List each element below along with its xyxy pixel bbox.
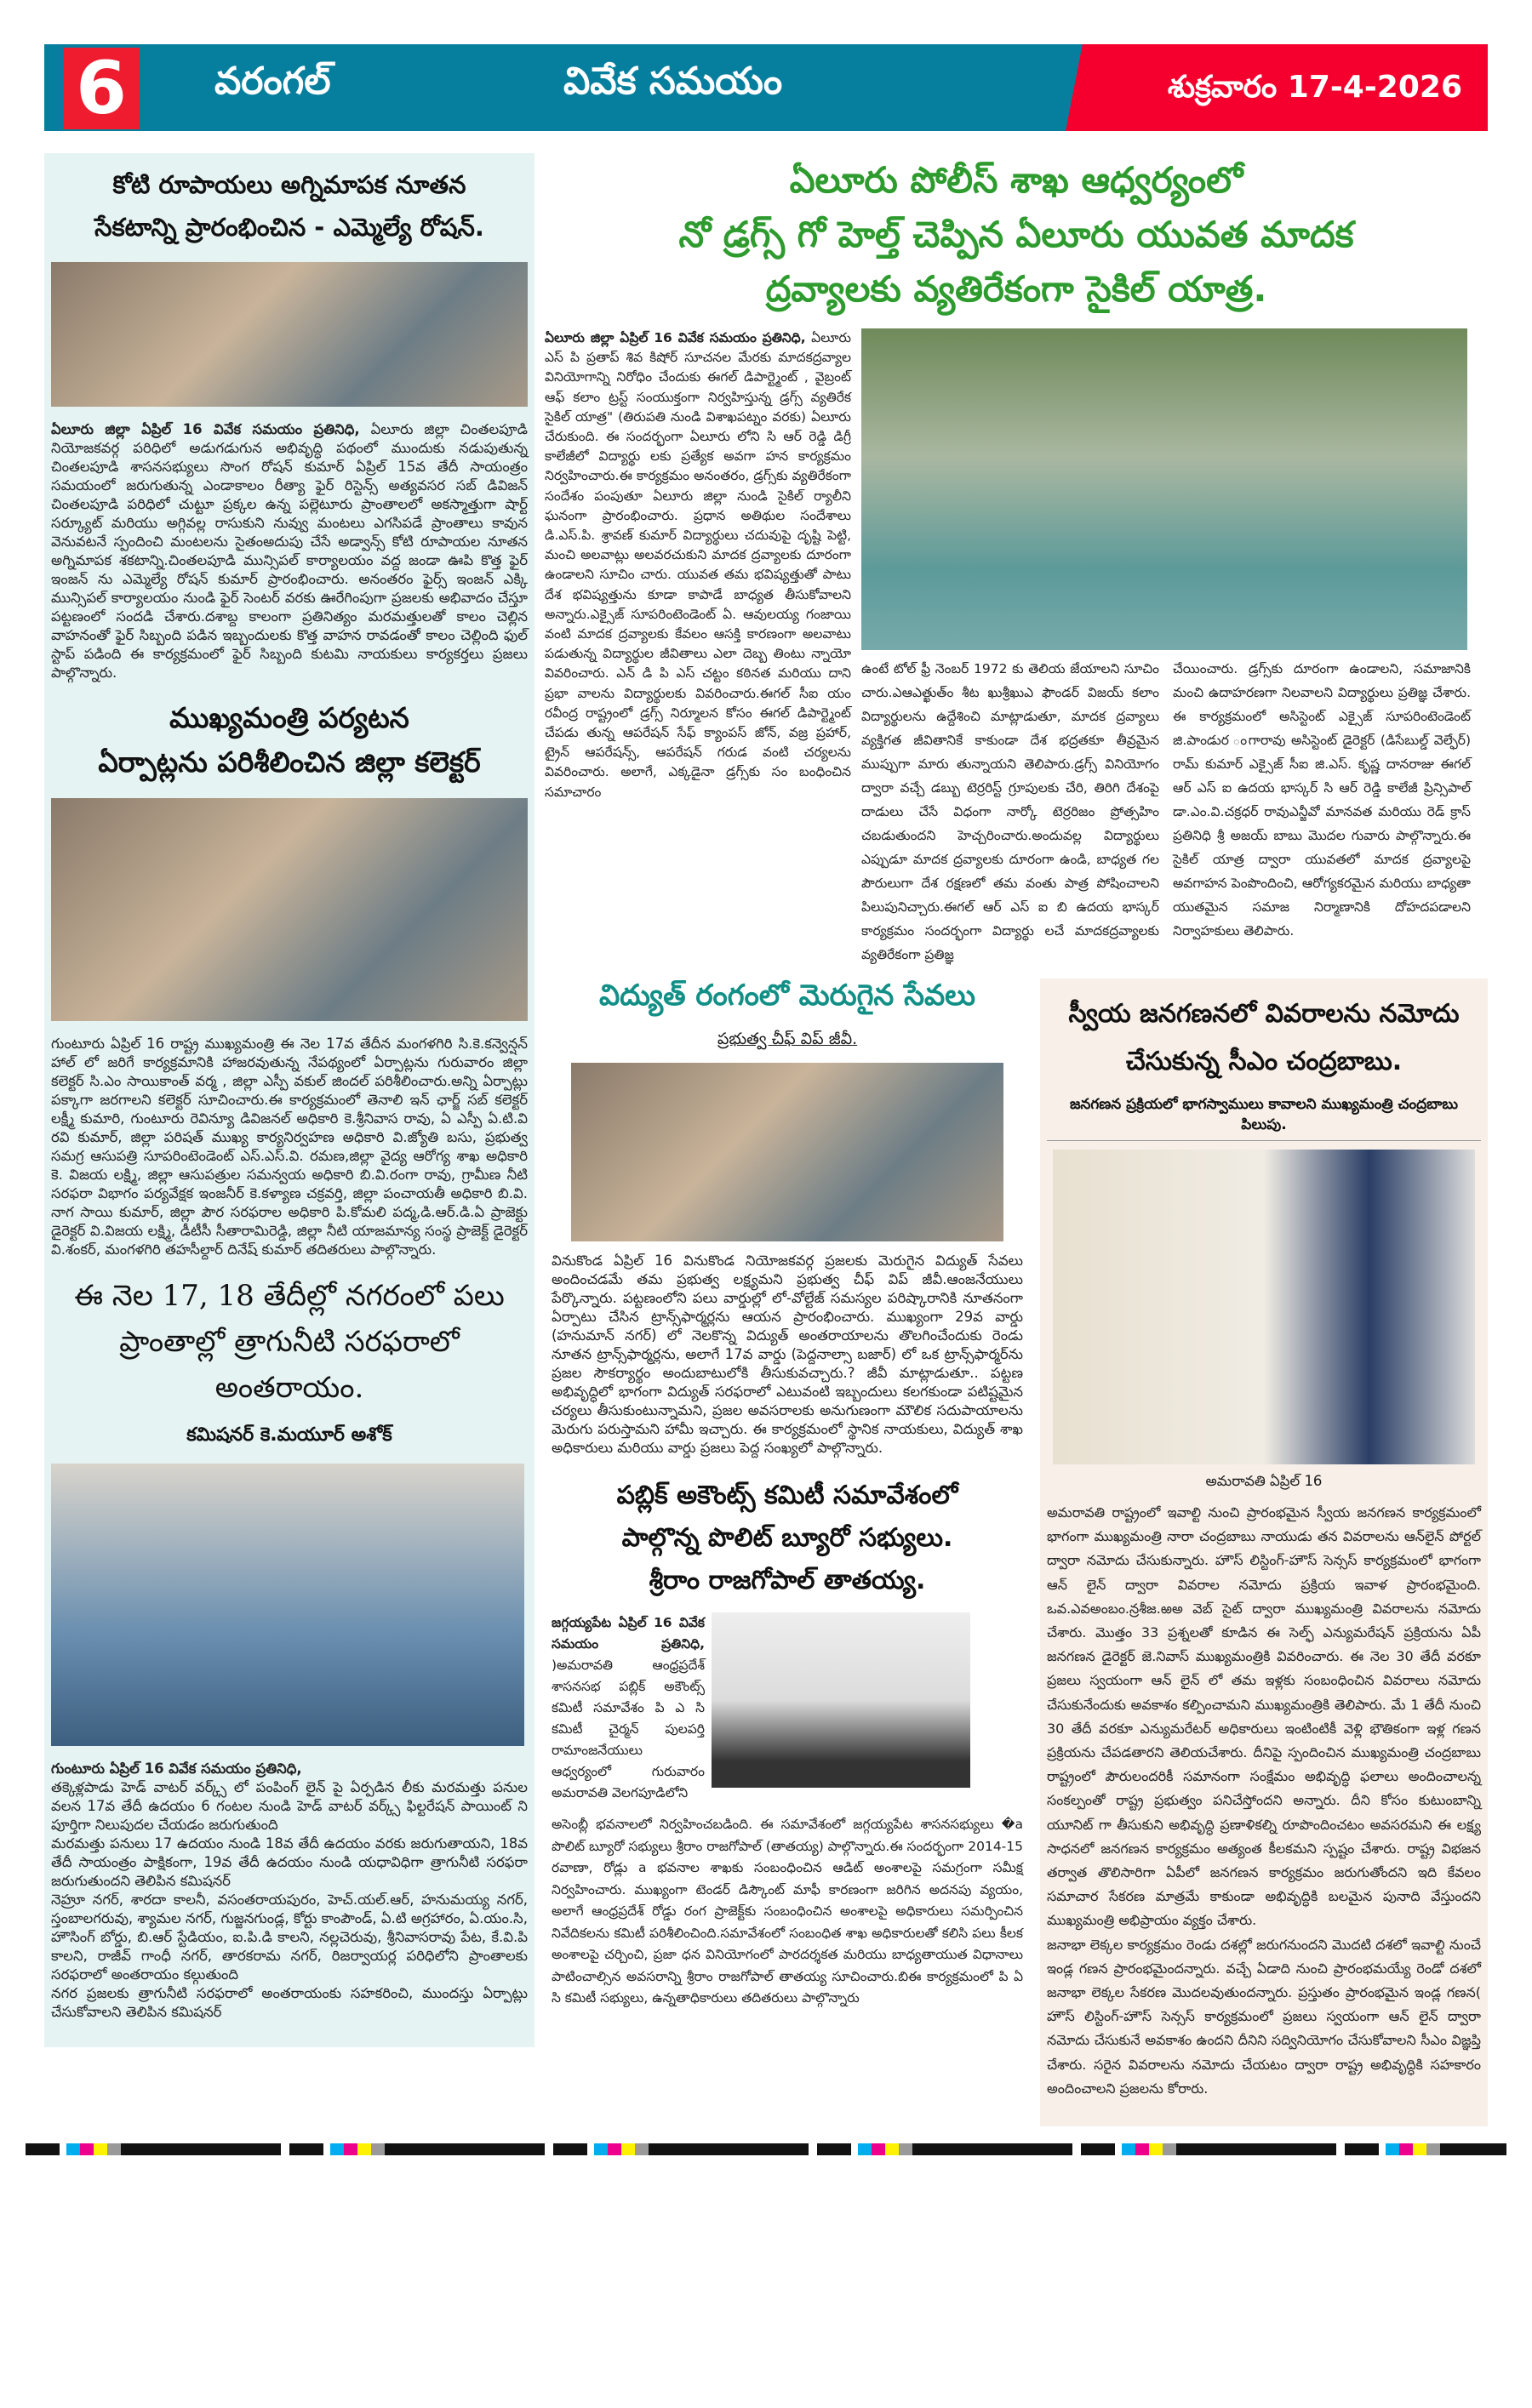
- headline-line: చేసుకున్న సీఎం చంద్రబాబు.: [1125, 1047, 1403, 1076]
- fire-engine-headline: [51, 163, 528, 248]
- main-area: [545, 153, 1488, 2126]
- census-subhead: జనగణన ప్రక్రియలో భాగస్వాములు కావాలని ముఖ్యమంత్రి చంద్రబాబు పిలుపు.: [1047, 1094, 1481, 1141]
- power-body: వినుకొండ ఏప్రిల్ 16 వినుకొండ నియోజకవర్గ ప్రజలకు మెరుగైన విద్యుత్ సేవలు అందించడమే తమ ప్రభుత్వ లక్ష్యమని ప్రభుత్వ చీఫ్ విప్ జీవీ.ఆంజనేయులు పేర్కొన్నారు. పట్టణంలోని పలు వార్డుల్లో లో-వోల్టేజ్ సమస్యల పరిష్కారానికి నూతనంగా ఏర్పాటు చేసిన ట్రాన్స్‌ఫార్మర్లను ఆయన ప్రారంభించారు. ముఖ్యంగా 29వ వార్డు (హనుమాన్ నగర్) లో నెలకొన్న విద్యుత్ అంతరాయాలను తొలగించేందుకు రెండు నూతన ట్రాన్స్‌ఫార్మర్లను, అలాగే 17వ వార్డు (పెద్దనాల్సా బజార్) లో ఒక ట్రాన్స్‌ఫార్మర్‌ను ప్రజల సౌకర్యార్థం అందుబాటులోకి తీసుకువచ్చారు.? జీవీ మాట్లాడుతూ.. పట్టణ అభివృద్ధిలో భాగంగా విద్యుత్ సరఫరాలో ఎటువంటి ఇబ్బందులు కలగకుండా పటిష్టమైన చర్యలు తీసుకుంటున్నామని, ప్రజల అవసరాలకు అనుగుణంగా మౌలిక సదుపాయాలను మెరుగు పరుస్తామని హామీ ఇచ్చారు. ఈ కార్యక్రమంలో స్థానిక నాయకులు, విద్యుత్ శాఖ అధికారులు మరియు వార్డు ప్రజలు పెద్ద సంఖ్యలో పాల్గొన్నారు.: [552, 1253, 1023, 1456]
- page-content: [44, 153, 1488, 2126]
- eluru-col-3: చేయించారు. డ్రగ్స్‌కు దూరంగా ఉండాలని, సమాజానికి మంచి ఉదాహరణగా నిలవాలని విద్యార్థులు ప్రతిజ్ఞ చేశారు. ఈ కార్యక్రమంలో అసిస్టెంట్ ఎక్సైజ్ సూపరింటెండెంట్ జి.పాండుర ంగారావు అసిస్టెంట్ డైరెక్టర్ (డిసేబుల్డ్ వెల్ఫేర్) రామ్ కుమార్ ఎక్సైజ్ సీఐ జి.ఎస్. కృష్ణ దానరాజు ఈగల్ ఆర్ ఎస్ ఐ ఉదయ భాస్కర్ సి ఆర్ రెడ్డి కాలేజీ ప్రిన్సిపాల్ డా.ఎం.వి.చక్రధర్ రావుఎన్జీవో మానవత మరియు రెడ్ క్రాస్ ప్రతినిధి శ్రీ అజయ్ బాబు మొదల గువారు పాల్గొన్నారు.ఈ సైకిల్ యాత్ర ద్వారా యువతలో మాదక ద్రవ్యాలపై అవగాహన పెంపొందించి, ఆరోగ్యకరమైన మరియు బాధ్యతా యుతమైన సమాజ నిర్మాణానికి దోహదపడాలని నిర్వాహకులు తెలిపారు.: [1173, 661, 1471, 939]
- water-headline: [51, 1273, 528, 1411]
- issue-date: శుక్రవారం 17-4-2026: [1167, 70, 1462, 105]
- fire-engine-photo: [51, 262, 528, 407]
- headline-line: పబ్లిక్ అకౌంట్స్ కమిటీ సమావేశంలో: [616, 1481, 958, 1510]
- pac-body: అసెంబ్లీ భవనాలలో నిర్వహించబడింది. ఈ సమావేశంలో జగ్గయ్యపేట శాసనసభ్యులు �a పొలిట్ బ్యూరో సభ్యులు శ్రీరాం రాజగోపాల్ (తాతయ్య) పాల్గొన్నారు.ఈ సందర్భంగా 2014-15 రవాణా, రోడ్లు a భవనాల శాఖకు సంబంధించిన ఆడిట్ అంశాలపై సమగ్రంగా సమీక్ష నిర్వహించారు. ముఖ్యంగా టెండర్ డిస్కౌంట్ మాఫీ కారణంగా జరిగిన అదనపు వ్యయం, అలాగే ఆంధ్రప్రదేశ్ రోడ్డు రంగ ప్రాజెక్ట్‌కు సంబంధించిన అంశాలపై అధికారులు సమర్పించిన నివేదికలను కమిటీ పరిశీలించింది.సమావేశంలో సంబంధిత శాఖ అధికారులతో కలిసి పలు కీలక అంశాలపై చర్చించి, ప్రజా ధన వినియోగంలో పారదర్శకత మరియు బాధ్యతాయుత విధానాలు పాటించాల్సిన అవసరాన్ని శ్రీరాం రాజగోపాల్ తాతయ్య సూచించారు.బిఈ కార్యక్రమంలో పి ఏ సి కమిటీ సభ్యులు, ఉన్నతాధికారులు తదితరులు పాల్గొన్నారు: [552, 1817, 1023, 2006]
- headline-line: ఏర్పాట్లను పరిశీలించిన జిల్లా కలెక్టర్: [98, 745, 481, 779]
- headline-line: పాల్గొన్న పొలిట్ బ్యూరో సభ్యులు.: [621, 1523, 953, 1553]
- chief-minister-photo: [1053, 1150, 1475, 1464]
- masthead: [44, 44, 1488, 131]
- page-number: 6: [63, 48, 140, 129]
- power-headline: విద్యుత్ రంగంలో మెరుగైన సేవలు: [598, 979, 976, 1013]
- cycle-rally-photo: [861, 328, 1467, 650]
- paragraph: నెహ్రూ నగర్, శారదా కాలనీ, వసంతరాయపురం, హెచ్.యల్.ఆర్, హనుమయ్య నగర్, స్తంబాలగరువు, శ్యామల నగర్, గుజ్జనగుండ్ల, కోర్టు కాంపౌండ్, ఏ.టి అగ్రహారం, ఏ.యం.సి, హౌసింగ్ బోర్డు, బి.ఆర్ స్టేడియం, ఐ.పి.డి కాలని, నల్లచెరువు, శ్రీనివాసరావు పేట, కే.వి.పి కాలని, రాజీవ్ గాంధీ నగర్, తారకరామ నగర్, రిజర్వాయర్ల పరిధిలోని ప్రాంతాలకు సరఫరాలో అంతరాయం కల్గుతుంది: [51, 1892, 528, 1983]
- transformer-photo: [571, 1063, 1003, 1241]
- paragraph: మరమత్తు పనులు 17 ఉదయం నుండి 18వ తేదీ ఉదయం వరకు జరుగుతాయని, 18వ తేదీ సాయంత్రం పాక్షికంగా, 19వ తేదీ ఉదయం నుండి యధావిధిగా త్రాగునీటి సరఫరా జరుగుతుందని తెలిపిన కమిషనర్: [51, 1835, 528, 1889]
- eluru-columns: [861, 657, 1478, 967]
- water-byline: కమిషనర్ కె.మయూర్ అశోక్: [186, 1424, 392, 1446]
- headline-line: ఏలూరు పోలీస్ శాఖ ఆధ్వర్యంలో: [789, 159, 1243, 201]
- article-text: )అమరావతి ఆంధ్రప్రదేశ్ శాసనసభ పబ్లిక్ అకౌంట్స్ కమిటీ సమావేశం పి ఎ సి కమిటీ చైర్మన్ పులపర్తి రామాంజనేయులు ఆధ్వర్యంలో గురువారం అమరావతి వెలగపూడిలోని: [552, 1658, 705, 1800]
- pac-headline: [552, 1475, 1023, 1602]
- commissioner-photo: [51, 1464, 524, 1746]
- eluru-col-2: ఉంటే టోల్ ఫ్రీ నెంబర్ 1972 కు తెలియ జేయాలని సూచిం చారు.ఎఆఎత్ఖుత్ం శీట ఖుశ్రీఖుఎ ఫౌండర్ విజయ్ కలాం విద్యార్థులను ఉద్దేశించి మాట్లాడుతూ, మాదక ద్రవ్యాలు వ్యక్తిగత జీవితానికే కాకుండా దేశ భద్రతకూ తీవ్రమైన ముప్పుగా మారు తున్నాయని తెలిపారు.డ్రగ్స్ వినియోగం ద్వారా వచ్చే డబ్బు టెర్రరిస్ట్ గ్రూపులకు చేరి, తిరిగి దేశంపై దాడులు చేసే విధంగా నార్కో టెర్రరిజం ప్రోత్సహిం చబడుతుందని హెచ్చరించారు.అందువల్ల విద్యార్థులు ఎప్పుడూ మాదక ద్రవ్యాలకు దూరంగా ఉండి, బాధ్యత గల పౌరులుగా దేశ రక్షణలో తమ వంతు పాత్ర పోషించాలని పిలుపునిచ్చారు.ఈగల్ ఆర్ ఎస్ ఐ బి ఉదయ భాస్కర్ కార్యక్రమం సందర్భంగా విద్యార్థు లచే మాదకద్రవ్యాలకు వ్యతిరేకంగా ప్రతిజ్ఞ: [861, 661, 1159, 962]
- newspaper-name: వివేక సమయం: [563, 60, 783, 103]
- registration-color-bar: [26, 2143, 1506, 2155]
- headline-line: ప్రాంతాల్లో త్రాగునీటి సరఫరాలో అంతరాయం.: [119, 1325, 460, 1405]
- eluru-article: [545, 328, 1488, 967]
- dateline: జగ్గయ్యపేట ఏప్రిల్ 16 వివేక సమయం ప్రతినిధి,: [552, 1615, 705, 1652]
- dateline: ఏలూరు జిల్లా ఏప్రిల్ 16 వివేక సమయం ప్రతినిధి,: [545, 330, 806, 345]
- pac-top: [552, 1612, 1023, 1804]
- headline-line: ముఖ్యమంత్రి పర్యటన: [169, 701, 409, 734]
- headline-line: ద్రవ్యాలకు వ్యతిరేకంగా సైకిల్ యాత్ర.: [765, 268, 1267, 310]
- middle-column: [545, 979, 1030, 2010]
- pac-side-text: [552, 1612, 705, 1804]
- paragraph: అమరావతి రాష్ట్రంలో ఇవాల్టి నుంచి ప్రారంభమైన స్వీయ జనగణన కార్యక్రమంలో భాగంగా ముఖ్యమంత్రి నారా చంద్రబాబు నాయుడు తన వివరాలను ఆన్‌లైన్ పోర్టల్ ద్వారా నమోదు చేసుకున్నారు. హౌస్ లిస్టింగ్-హౌస్ సెన్సస్ కార్యక్రమంలో భాగంగా ఆన్ లైన్ ద్వారా వివరాల నమోదు ప్రక్రియ ఇవాళ ప్రారంభమైంది. ఒవ.ఎవఅంబం.న్రశీజ.ఱఅ వెబ్ సైట్ ద్వారా ముఖ్యమంత్రి వివరాలను నమోదు చేశారు. మొత్తం 33 ప్రశ్నలతో కూడిన ఈ సెల్ఫ్ ఎన్యుమరేషన్ ప్రక్రియను ఏపీ జనగణన డైరెక్టర్ జె.నివాస్ ముఖ్యమంత్రికి వివరించారు. ఈ నెల 30 తేదీ వరకూ ప్రజలు స్వయంగా ఆన్ లైన్ లో తమ ఇళ్లకు సంబంధించిన వివరాలు నమోదు చేసుకునేందుకు అవకాశం కల్పించామని ముఖ్యమంత్రికి తెలిపారు. మే 1 తేదీ నుంచి 30 తేదీ వరకూ ఎన్యుమరేటర్ అధికారులు ఇంటింటికీ వెళ్లి భౌతికంగా ఇళ్ల గణన ప్రక్రియను చేపడతారని తెలియచేశారు. దీనిపై స్పందించిన ముఖ్యమంత్రి చంద్రబాబు రాష్ట్రంలో పౌరులందరికీ సమానంగా సంక్షేమం అభివృద్ధి ఫలాలు అందించాలన్న సంకల్పంతో రాష్ట్ర ప్రభుత్వం పనిచేస్తోందని అన్నారు. దీని కోసం కుటుంబాన్ని యూనిట్ గా తీసుకుని అభివృద్ధి ప్రణాళికల్ని రూపొందించటం అవసరమని ఈ లక్ష్య సాధనలో జనగణన కార్యక్రమం అత్యంత కీలకమని స్పష్టం చేశారు. రాష్ట్ర విభజన తర్వాత తొలిసారిగా ఏపీలో జనగణన కార్యక్రమం జరుగుతోందని ఇది కేవలం సమాచార సేకరణ మాత్రమే కాకుండా అభివృద్ధికి బలమైన పునాది వేస్తుందని ముఖ్యమంత్రి అభిప్రాయం వ్యక్తం చేశారు.: [1047, 1504, 1481, 1929]
- power-subhead: ప్రభుత్వ చీఫ్ విప్ జీవీ.: [717, 1030, 858, 1048]
- left-column: [44, 153, 534, 2047]
- water-body: [51, 1760, 528, 2022]
- collector-headline: [51, 696, 528, 785]
- census-box: [1040, 979, 1488, 2126]
- dateline: ఏలూరు జిల్లా ఏప్రిల్ 16 వివేక సమయం ప్రతినిధి,: [51, 421, 360, 437]
- collector-body: గుంటూరు ఏప్రిల్ 16 రాష్ట్ర ముఖ్యమంత్రి ఈ నెల 17వ తేదీన మంగళగిరి సి.కె.కన్వెన్షన్ హాల్ లో జరిగే కార్యక్రమానికి హాజరవుతున్న నేపథ్యంలో ఏర్పాట్లను గురువారం జిల్లా కలెక్టర్ సి.ఎం సాయికాంత్ వర్మ , జిల్లా ఎస్పీ వకుల్ జిందల్ పరిశీలించారు.అన్ని ఏర్పాట్లు పక్కాగా జరగాలని కలెక్టర్ సూచించారు.ఈ కార్యక్రమంలో తెనాలి ఇన్ ఛార్జ్ సబ్ కలెక్టర్ లక్ష్మీ కుమారి, గుంటూరు రెవిన్యూ డివిజనల్ అధికారి కె.శ్రీనివాస రావు, ఏ ఎస్పీ ఏ.టి.వి రవి కుమార్, జిల్లా పరిషత్ ముఖ్య కార్యనిర్వహణ అధికారి వి.జ్యోతి బసు, ప్రభుత్వ సమగ్ర ఆసుపత్రి సూపరింటెండెంట్ ఎస్.ఎస్.వి. రమణ,జిల్లా వైద్య ఆరోగ్య శాఖ అధికారి కె. విజయ లక్ష్మి, జిల్లా ఆసుపత్రుల సమన్వయ అధికారి బి.వి.రంగా రావు, గ్రామీణ నీటి సరఫరా విభాగం పర్యవేక్షక ఇంజనీర్ కె.కళ్యాణ చక్రవర్తి, జిల్లా పంచాయతీ అధికారి బి.వి. నాగ సాయి కుమార్, జిల్లా పౌర సరఫరాల అధికారి పి.కోమలి పద్మ,డి.ఆర్.డి.ఏ ప్రాజెక్టు డైరెక్టర్ వి.విజయ లక్ష్మి, డీటీసీ సీతారామిరెడ్డి, జిల్లా నీటి యాజమాన్య సంస్థ ప్రాజెక్ట్ డైరెక్టర్ వి.శంకర్, మంగళగిరి తహసీల్దార్ దినేష్ కుమార్ తదితరులు పాల్గొన్నారు.: [51, 1036, 528, 1258]
- headline-line: నో డ్రగ్స్ గో హెల్త్ చెప్పిన ఏలూరు యువత మాదక: [678, 214, 1354, 255]
- headline-line: స్వీయ జనగణనలో వివరాలను నమోదు: [1068, 999, 1460, 1029]
- headline-line: సేకటాన్ని ప్రారంభించిన - ఎమ్మెల్యే రోషన్.: [94, 213, 484, 242]
- fire-engine-body: [51, 420, 528, 682]
- census-headline: [1047, 990, 1481, 1086]
- census-dateline: అమరావతి ఏప్రిల్ 16: [1205, 1473, 1323, 1489]
- eluru-headline: [545, 153, 1488, 317]
- article-text: ఏలూరు జిల్లా చింతలపూడి నియోజకవర్గ పరిధిలో అడుగడుగున అభివృద్ధి పథంలో ముందుకు నడుపుతున్న చింతలపూడి శాసనసభ్యులు సొంగ రోషన్ కుమార్ ఏప్రిల్ 15వ తేదీ సాయంత్రం సమయంలో జరుగుతున్న ఎండాకాలం రీత్యా ఫైర్ రిస్టెన్స్ అత్యవసర సబ్ డివిజన్ చింతలపూడి పరిధిలో చుట్టూ ప్రక్కల ఉన్న పల్లెటూరు ప్రాంతాలలో అకస్మాత్తుగా షార్ట్ సర్క్యూట్ మరియు అగ్గివల్ల రాసుకుని నువ్వు మంటలు ఎగసిపడే ప్రాంతాలు కావున వెనువటనే స్పందించి మంటలను సైతంఅదుపు చేసే అడ్వాన్స్ కోటి రూపాయల నూతన అగ్నిమాపక శకటాన్ని.చింతలపూడి మున్సిపల్ కార్యాలయం వద్ద జండా ఊపి కొత్త ఫైర్ ఇంజన్ ను ఎమ్మెల్యే రోషన్ కుమార్ ప్రారంభించారు. అనంతరం ఫైర్స్ ఇంజన్ ఎక్కి మున్సిపల్ కార్యాలయం నుండి ఫైర్ సెంటర్ వరకు ఊరేగింపుగా ప్రజలకు అభివాదం చేస్తూ పట్టణంలో సందడి చేశారు.దశాబ్ద కాలంగా ప్రతినిత్యం మరమత్తులతో కాలం చెల్లిన వాహనంతో ఫైర్ సిబ్బంది పడిన ఇబ్బందులకు కొత్త వాహన రావడంతో కాలం చెల్లింది ఫుల్ స్టాప్ పడింది ఈ కార్యక్రమంలో ఫైర్ సిబ్బంది కుటమి నాయకులు కార్యకర్తలు ప్రజలు పాల్గొన్నారు.: [51, 421, 528, 681]
- eluru-right: [861, 328, 1478, 967]
- eluru-col-1: [545, 328, 851, 802]
- article-text: ఏలూరు ఎస్ పి ప్రతాప్ శివ కిషోర్ సూచనల మేరకు మాదకద్రవ్యాల వినియోగాన్ని నిరోధిం చేందుకు ఈగల్ డిపార్ట్మెంట్ , వైబ్రంట్ ఆఫ్ కలాం ట్రస్ట్ సంయుక్తంగా నిర్వహిస్తున్న డ్రగ్స్ వ్యతిరేక సైకిల్ యాత్ర" (తిరుపతి నుండి విశాఖపట్నం వరకు) ఏలూరు చేరుకుంది. ఈ సందర్భంగా ఏలూరు లోని సి ఆర్ రెడ్డి డిగ్రీ కాలేజీలో విద్యార్థు లకు ప్రత్యేక అవగా హన కార్యక్రమం నిర్వహించారు.ఈ కార్యక్రమం అనంతరం, డ్రగ్స్‌కు వ్యతిరేకంగా సందేశం పంపుతూ ఏలూరు జిల్లా నుండి సైకిల్ ర్యాలీని ఘనంగా ప్రారంభించారు. ప్రధాన అతిథుల సందేశాలు డి.ఎస్.పి. శ్రావణ్ కుమార్ విద్యార్థులు చదువుపై దృష్టి పెట్టి, మంచి అలవాట్లు అలవరచుకుని మాదక ద్రవ్యాలకు దూరంగా ఉండాలని సూచిం చారు. యువత తమ భవిష్యత్తుతో పాటు దేశ భవిష్యత్తును కూడా కాపాడే బాధ్యత తీసుకోవాలని అన్నారు.ఎక్సైజ్ సూపరింటెండెంట్ ఏ. ఆవులయ్య గంజాయి వంటి మాదక ద్రవ్యాలకు కేవలం ఆసక్తి కారణంగా అలవాటు పడుతున్న విద్యార్థుల జీవితాలు ఎలా దెబ్బ తింటు న్నాయో వివరించారు. ఎన్ డి పి ఎస్ చట్టం కఠినత మరియు దాని ప్రభా వాలను విద్యార్థులకు వివరించారు.ఈగల్ సీఐ యం రవీంద్ర రాష్ట్రంలో డ్రగ్స్ నిర్మూలన కోసం ఈగల్ డిపార్ట్మెంట్ చేపడు తున్న ఆపరేషన్ సేఫ్ క్యాంపస్ జోన్, వజ్ర ప్రహార్, ట్రైన్ ఆపరేషన్స్, ఆపరేషన్ గరుడ వంటి చర్యలను వివరించారు. అలాగే, ఎక్కడైనా డ్రగ్స్‌కు సం బంధించిన సమాచారం: [545, 330, 851, 800]
- edition-name: వరంగల్: [214, 60, 331, 103]
- dateline: గుంటూరు ఏప్రిల్ 16 వివేక సమయం ప్రతినిధి,: [51, 1760, 302, 1777]
- pac-meeting-photo: [712, 1612, 970, 1788]
- headline-line: ఈ నెల 17, 18 తేదీల్లో నగరంలో పలు: [74, 1279, 505, 1313]
- paragraph: నగర ప్రజలకు త్రాగునీటి సరఫరాలో అంతరాయంకు సహకరించి, ముందస్తు ఏర్పాట్లు చేసుకోవాలని తెలిపిన కమిషనర్: [51, 1985, 528, 2020]
- paragraph: తక్కెళ్లపాడు హెడ్ వాటర్ వర్క్స్ లో పంపింగ్ లైన్ పై ఏర్పడిన లీకు మరమత్తు పనుల వలన 17వ తేదీ ఉదయం 6 గంటల నుండి హెడ్ వాటర్ వర్క్స్ ఫిల్టరేషన్ పాయింట్ ని పూర్తిగా నిలుపుదల చేయడం జరుగుతుంది: [51, 1779, 528, 1833]
- lower-area: [545, 979, 1488, 2126]
- headline-line: శ్రీరాం రాజగోపాల్ తాతయ్య.: [649, 1566, 926, 1595]
- paragraph: జనాభా లెక్కల కార్యక్రమం రెండు దశల్లో జరుగనుందని మొదటి దశలో ఇవాల్టి నుంచే ఇండ్ల గణన ప్రారంభమైందన్నారు. వచ్చే ఏడాది నుంచి ప్రారంభమయ్యే రెండో దశలో జనాభా లెక్కల సేకరణ మొదలవుతుందన్నారు. ప్రస్తుతం ప్రారంభమైన ఇండ్ల గణన( హౌస్ లిస్టింగ్-హౌస్ సెన్సస్ కార్యక్రమంలో ప్రజలు స్వయంగా ఆన్ లైన్ ద్వారా నమోదు చేసుకునే అవకాశం ఉందని దీనిని సద్వినియోగం చేసుకోవాలని సీఎం విజ్ఞప్తి చేశారు. సరైన వివరాలను నమోదు చేయటం ద్వారా రాష్ట్ర అభివృద్ధికి సహకారం అందించాలని ప్రజలను కోరారు.: [1047, 1936, 1481, 2097]
- collector-photo: [51, 798, 528, 1021]
- headline-line: కోటి రూపాయలు అగ్నిమాపక నూతన: [112, 170, 466, 199]
- census-body: [1047, 1501, 1481, 2101]
